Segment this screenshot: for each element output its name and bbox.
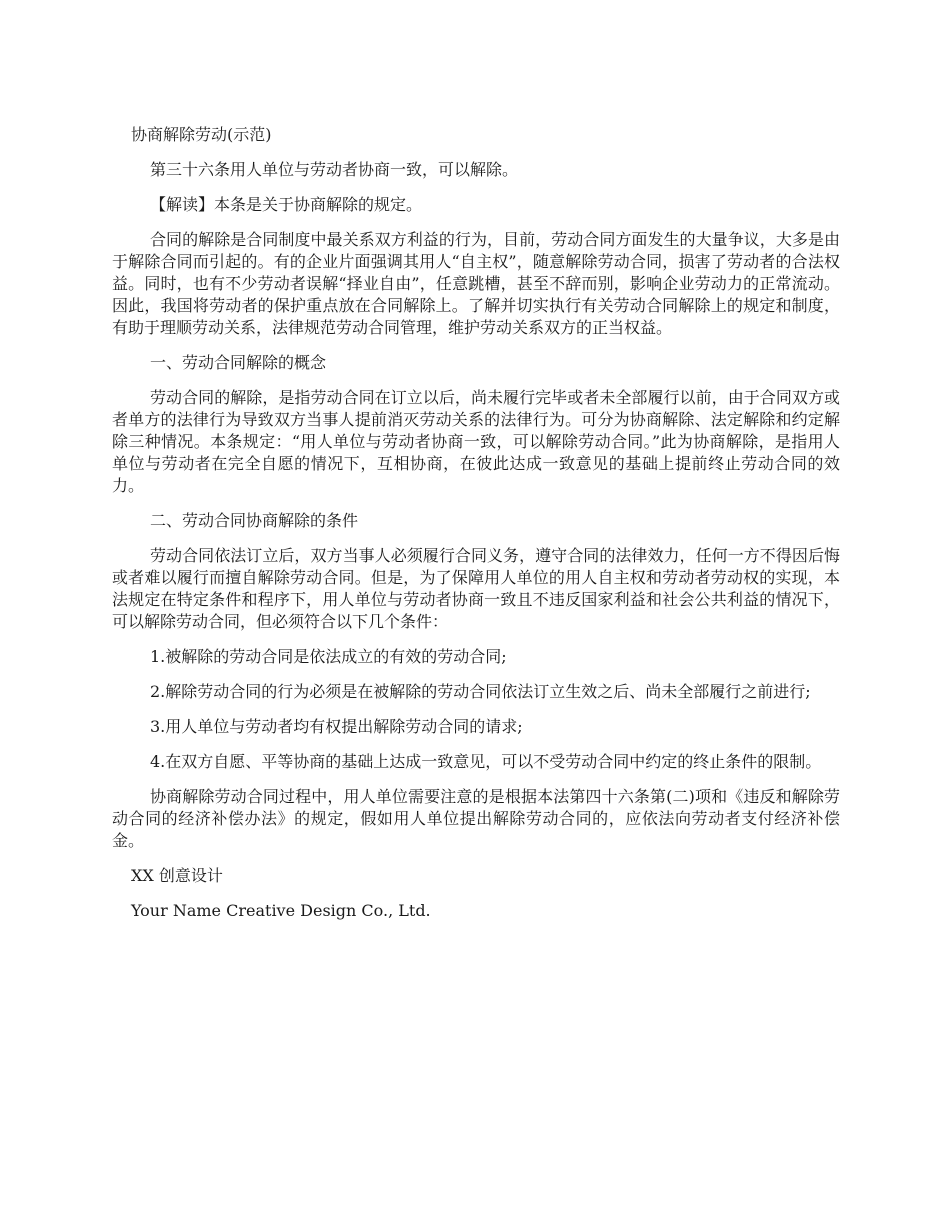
paragraph-concept: 劳动合同的解除，是指劳动合同在订立以后，尚未履行完毕或者未全部履行以前，由于合同双方或者单方的法律行为导致双方当事人提前消灭劳动关系的法律行为。可分为协商解除、法定解除和约定解除三种情况。本条规定：“用人单位与劳动者协商一致，可以解除劳动合同。”此为协商解除，是指用人单位与劳动者在完全自愿的情况下，互相协商，在彼此达成一致意见的基础上提前终止劳动合同的效力。 [112, 388, 840, 495]
document-title: 协商解除劳动(示范) [131, 125, 272, 144]
condition-item-2: 2.解除劳动合同的行为必须是在被解除的劳动合同依法订立生效之后、尚未全部履行之前进行; [150, 682, 811, 701]
company-name-cn: XX 创意设计 [131, 866, 223, 885]
condition-item-4: 4.在双方自愿、平等协商的基础上达成一致意见，可以不受劳动合同中约定的终止条件的限制。 [150, 752, 822, 771]
company-name-en: Your Name Creative Design Co., Ltd. [131, 901, 431, 920]
condition-item-1: 1.被解除的劳动合同是依法成立的有效的劳动合同; [150, 647, 507, 666]
document-page [112, 124, 840, 935]
paragraph-conditions-intro: 劳动合同依法订立后，双方当事人必须履行合同义务，遵守合同的法律效力，任何一方不得因后悔或者难以履行而擅自解除劳动合同。但是，为了保障用人单位的用人自主权和劳动者劳动权的实现，本法规定在特定条件和程序下，用人单位与劳动者协商一致且不违反国家利益和社会公共利益的情况下，可以解除劳动合同，但必须符合以下几个条件： [112, 546, 840, 631]
condition-item-3: 3.用人单位与劳动者均有权提出解除劳动合同的请求; [150, 717, 523, 736]
paragraph-article-36: 第三十六条用人单位与劳动者协商一致，可以解除。 [150, 160, 519, 179]
paragraph-compensation: 协商解除劳动合同过程中，用人单位需要注意的是根据本法第四十六条第(二)项和《违反和解除劳动合同的经济补偿办法》的规定，假如用人单位提出解除劳动合同的，应依法向劳动者支付经济补偿金。 [112, 787, 840, 850]
paragraph-interpretation: 【解读】本条是关于协商解除的规定。 [150, 195, 423, 214]
paragraph-contract-termination-intro: 合同的解除是合同制度中最关系双方利益的行为，目前，劳动合同方面发生的大量争议，大多是由于解除合同而引起的。有的企业片面强调其用人“自主权”，随意解除劳动合同，损害了劳动者的合法权益。同时，也有不少劳动者误解“择业自由”，任意跳槽，甚至不辞而别，影响企业劳动力的正常流动。因此，我国将劳动者的保护重点放在合同解除上。了解并切实执行有关劳动合同解除上的规定和制度，有助于理顺劳动关系，法律规范劳动合同管理，维护劳动关系双方的正当权益。 [112, 230, 840, 337]
section-heading-conditions: 二、劳动合同协商解除的条件 [150, 511, 359, 530]
section-heading-concept: 一、劳动合同解除的概念 [150, 353, 327, 372]
